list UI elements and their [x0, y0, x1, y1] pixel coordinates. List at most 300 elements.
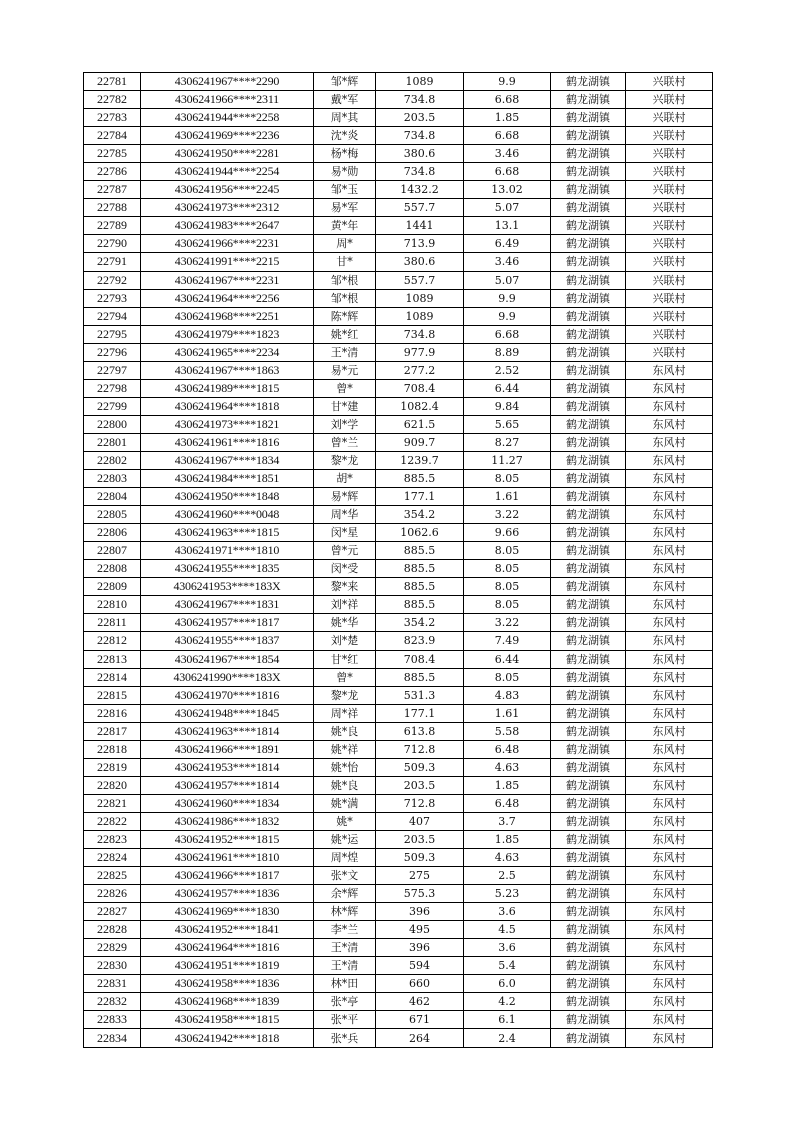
village-cell: 东风村	[626, 921, 713, 939]
table-row	[84, 271, 713, 289]
id-number-cell: 4306241968****2251	[141, 307, 314, 325]
table-row	[84, 433, 713, 451]
village-cell: 东风村	[626, 686, 713, 704]
town-cell: 鹤龙湖镇	[551, 235, 626, 253]
area-cell: 5.23	[464, 885, 551, 903]
village-cell: 东风村	[626, 560, 713, 578]
serial-number-cell: 22811	[84, 614, 141, 632]
serial-number-cell: 22781	[84, 73, 141, 91]
id-number-cell: 4306241967****1863	[141, 361, 314, 379]
amount-cell: 885.5	[376, 596, 464, 614]
id-number-cell: 4306241955****1835	[141, 560, 314, 578]
serial-number-cell: 22792	[84, 271, 141, 289]
village-cell: 兴联村	[626, 289, 713, 307]
id-number-cell: 4306241957****1817	[141, 614, 314, 632]
table-row	[84, 91, 713, 109]
serial-number-cell: 22803	[84, 470, 141, 488]
name-cell: 易*辉	[314, 488, 376, 506]
town-cell: 鹤龙湖镇	[551, 578, 626, 596]
id-number-cell: 4306241971****1810	[141, 542, 314, 560]
town-cell: 鹤龙湖镇	[551, 253, 626, 271]
id-number-cell: 4306241942****1818	[141, 1029, 314, 1047]
area-cell: 9.9	[464, 73, 551, 91]
table-row	[84, 722, 713, 740]
id-number-cell: 4306241973****1821	[141, 415, 314, 433]
area-cell: 6.0	[464, 975, 551, 993]
name-cell: 王*清	[314, 939, 376, 957]
amount-cell: 380.6	[376, 145, 464, 163]
village-cell: 兴联村	[626, 145, 713, 163]
amount-cell: 734.8	[376, 325, 464, 343]
name-cell: 林*田	[314, 975, 376, 993]
id-number-cell: 4306241990****183X	[141, 668, 314, 686]
table-row	[84, 740, 713, 758]
area-cell: 1.61	[464, 488, 551, 506]
village-cell: 东风村	[626, 542, 713, 560]
town-cell: 鹤龙湖镇	[551, 145, 626, 163]
serial-number-cell: 22786	[84, 163, 141, 181]
id-number-cell: 4306241967****2290	[141, 73, 314, 91]
area-cell: 1.85	[464, 830, 551, 848]
amount-cell: 613.8	[376, 722, 464, 740]
town-cell: 鹤龙湖镇	[551, 776, 626, 794]
name-cell: 姚*良	[314, 776, 376, 794]
amount-cell: 354.2	[376, 506, 464, 524]
serial-number-cell: 22784	[84, 127, 141, 145]
village-cell: 东风村	[626, 506, 713, 524]
amount-cell: 203.5	[376, 830, 464, 848]
town-cell: 鹤龙湖镇	[551, 433, 626, 451]
table-row	[84, 596, 713, 614]
table-row	[84, 830, 713, 848]
amount-cell: 885.5	[376, 542, 464, 560]
serial-number-cell: 22817	[84, 722, 141, 740]
table-row	[84, 488, 713, 506]
name-cell: 王*清	[314, 957, 376, 975]
village-cell: 兴联村	[626, 271, 713, 289]
town-cell: 鹤龙湖镇	[551, 632, 626, 650]
village-cell: 兴联村	[626, 325, 713, 343]
name-cell: 邹*辉	[314, 73, 376, 91]
town-cell: 鹤龙湖镇	[551, 307, 626, 325]
id-number-cell: 4306241964****2256	[141, 289, 314, 307]
village-cell: 东风村	[626, 885, 713, 903]
serial-number-cell: 22834	[84, 1029, 141, 1047]
town-cell: 鹤龙湖镇	[551, 289, 626, 307]
table-row	[84, 776, 713, 794]
table-row	[84, 235, 713, 253]
amount-cell: 885.5	[376, 560, 464, 578]
id-number-cell: 4306241950****2281	[141, 145, 314, 163]
table-row	[84, 794, 713, 812]
id-number-cell: 4306241953****1814	[141, 758, 314, 776]
name-cell: 黄*年	[314, 217, 376, 235]
id-number-cell: 4306241973****2312	[141, 199, 314, 217]
id-number-cell: 4306241944****2254	[141, 163, 314, 181]
area-cell: 8.05	[464, 578, 551, 596]
area-cell: 6.68	[464, 127, 551, 145]
village-cell: 东风村	[626, 614, 713, 632]
table-row	[84, 289, 713, 307]
serial-number-cell: 22791	[84, 253, 141, 271]
area-cell: 6.49	[464, 235, 551, 253]
name-cell: 李*兰	[314, 921, 376, 939]
serial-number-cell: 22816	[84, 704, 141, 722]
name-cell: 刘*祥	[314, 596, 376, 614]
id-number-cell: 4306241967****1831	[141, 596, 314, 614]
town-cell: 鹤龙湖镇	[551, 885, 626, 903]
id-number-cell: 4306241963****1814	[141, 722, 314, 740]
table-row	[84, 217, 713, 235]
area-cell: 6.44	[464, 379, 551, 397]
town-cell: 鹤龙湖镇	[551, 506, 626, 524]
serial-number-cell: 22788	[84, 199, 141, 217]
village-cell: 东风村	[626, 867, 713, 885]
serial-number-cell: 22824	[84, 849, 141, 867]
area-cell: 6.44	[464, 650, 551, 668]
town-cell: 鹤龙湖镇	[551, 73, 626, 91]
table-row	[84, 325, 713, 343]
area-cell: 9.9	[464, 307, 551, 325]
amount-cell: 462	[376, 993, 464, 1011]
town-cell: 鹤龙湖镇	[551, 704, 626, 722]
name-cell: 姚*怡	[314, 758, 376, 776]
area-cell: 8.05	[464, 668, 551, 686]
serial-number-cell: 22823	[84, 830, 141, 848]
area-cell: 2.5	[464, 867, 551, 885]
amount-cell: 712.8	[376, 740, 464, 758]
table-row	[84, 993, 713, 1011]
amount-cell: 885.5	[376, 578, 464, 596]
serial-number-cell: 22798	[84, 379, 141, 397]
table-row	[84, 758, 713, 776]
village-cell: 东风村	[626, 650, 713, 668]
amount-cell: 1432.2	[376, 181, 464, 199]
table-row	[84, 578, 713, 596]
town-cell: 鹤龙湖镇	[551, 524, 626, 542]
table-row	[84, 253, 713, 271]
serial-number-cell: 22826	[84, 885, 141, 903]
name-cell: 姚*华	[314, 614, 376, 632]
serial-number-cell: 22819	[84, 758, 141, 776]
area-cell: 3.22	[464, 506, 551, 524]
area-cell: 6.48	[464, 794, 551, 812]
table-row	[84, 704, 713, 722]
town-cell: 鹤龙湖镇	[551, 903, 626, 921]
table-row	[84, 975, 713, 993]
name-cell: 曾*元	[314, 542, 376, 560]
name-cell: 周*其	[314, 109, 376, 127]
id-number-cell: 4306241965****2234	[141, 343, 314, 361]
area-cell: 4.5	[464, 921, 551, 939]
amount-cell: 1441	[376, 217, 464, 235]
village-cell: 东风村	[626, 596, 713, 614]
town-cell: 鹤龙湖镇	[551, 758, 626, 776]
serial-number-cell: 22790	[84, 235, 141, 253]
serial-number-cell: 22813	[84, 650, 141, 668]
serial-number-cell: 22787	[84, 181, 141, 199]
town-cell: 鹤龙湖镇	[551, 1029, 626, 1047]
serial-number-cell: 22782	[84, 91, 141, 109]
id-number-cell: 4306241958****1815	[141, 1011, 314, 1029]
amount-cell: 712.8	[376, 794, 464, 812]
name-cell: 姚*	[314, 812, 376, 830]
id-number-cell: 4306241969****2236	[141, 127, 314, 145]
id-number-cell: 4306241952****1841	[141, 921, 314, 939]
name-cell: 邹*玉	[314, 181, 376, 199]
town-cell: 鹤龙湖镇	[551, 397, 626, 415]
amount-cell: 671	[376, 1011, 464, 1029]
table-row	[84, 361, 713, 379]
serial-number-cell: 22809	[84, 578, 141, 596]
village-cell: 东风村	[626, 415, 713, 433]
serial-number-cell: 22795	[84, 325, 141, 343]
serial-number-cell: 22799	[84, 397, 141, 415]
area-cell: 5.65	[464, 415, 551, 433]
name-cell: 周*	[314, 235, 376, 253]
serial-number-cell: 22822	[84, 812, 141, 830]
table-row	[84, 650, 713, 668]
village-cell: 兴联村	[626, 253, 713, 271]
name-cell: 陈*辉	[314, 307, 376, 325]
name-cell: 刘*学	[314, 415, 376, 433]
amount-cell: 1082.4	[376, 397, 464, 415]
name-cell: 张*亭	[314, 993, 376, 1011]
serial-number-cell: 22797	[84, 361, 141, 379]
area-cell: 2.52	[464, 361, 551, 379]
area-cell: 4.83	[464, 686, 551, 704]
name-cell: 闵*星	[314, 524, 376, 542]
village-cell: 东风村	[626, 433, 713, 451]
town-cell: 鹤龙湖镇	[551, 650, 626, 668]
town-cell: 鹤龙湖镇	[551, 812, 626, 830]
id-number-cell: 4306241968****1839	[141, 993, 314, 1011]
village-cell: 东风村	[626, 903, 713, 921]
amount-cell: 277.2	[376, 361, 464, 379]
village-cell: 东风村	[626, 939, 713, 957]
village-cell: 兴联村	[626, 181, 713, 199]
area-cell: 8.27	[464, 433, 551, 451]
village-cell: 东风村	[626, 993, 713, 1011]
amount-cell: 621.5	[376, 415, 464, 433]
village-cell: 东风村	[626, 451, 713, 469]
area-cell: 6.1	[464, 1011, 551, 1029]
area-cell: 1.61	[464, 704, 551, 722]
table-row	[84, 470, 713, 488]
town-cell: 鹤龙湖镇	[551, 361, 626, 379]
town-cell: 鹤龙湖镇	[551, 975, 626, 993]
amount-cell: 708.4	[376, 379, 464, 397]
name-cell: 张*平	[314, 1011, 376, 1029]
id-number-cell: 4306241951****1819	[141, 957, 314, 975]
village-cell: 东风村	[626, 830, 713, 848]
name-cell: 刘*楚	[314, 632, 376, 650]
serial-number-cell: 22794	[84, 307, 141, 325]
area-cell: 5.07	[464, 199, 551, 217]
table-row	[84, 903, 713, 921]
table-row	[84, 632, 713, 650]
data-table	[83, 72, 713, 1048]
area-cell: 6.48	[464, 740, 551, 758]
id-number-cell: 4306241984****1851	[141, 470, 314, 488]
id-number-cell: 4306241960****0048	[141, 506, 314, 524]
town-cell: 鹤龙湖镇	[551, 488, 626, 506]
table-row	[84, 379, 713, 397]
town-cell: 鹤龙湖镇	[551, 217, 626, 235]
town-cell: 鹤龙湖镇	[551, 163, 626, 181]
town-cell: 鹤龙湖镇	[551, 668, 626, 686]
table-row	[84, 145, 713, 163]
serial-number-cell: 22808	[84, 560, 141, 578]
town-cell: 鹤龙湖镇	[551, 993, 626, 1011]
name-cell: 胡*	[314, 470, 376, 488]
name-cell: 易*勋	[314, 163, 376, 181]
town-cell: 鹤龙湖镇	[551, 127, 626, 145]
amount-cell: 1089	[376, 289, 464, 307]
serial-number-cell: 22796	[84, 343, 141, 361]
town-cell: 鹤龙湖镇	[551, 451, 626, 469]
table-row	[84, 939, 713, 957]
serial-number-cell: 22793	[84, 289, 141, 307]
town-cell: 鹤龙湖镇	[551, 271, 626, 289]
area-cell: 5.58	[464, 722, 551, 740]
amount-cell: 354.2	[376, 614, 464, 632]
area-cell: 11.27	[464, 451, 551, 469]
id-number-cell: 4306241991****2215	[141, 253, 314, 271]
table-row	[84, 181, 713, 199]
serial-number-cell: 22783	[84, 109, 141, 127]
id-number-cell: 4306241957****1814	[141, 776, 314, 794]
id-number-cell: 4306241979****1823	[141, 325, 314, 343]
village-cell: 东风村	[626, 1011, 713, 1029]
town-cell: 鹤龙湖镇	[551, 542, 626, 560]
id-number-cell: 4306241956****2245	[141, 181, 314, 199]
name-cell: 姚*祥	[314, 740, 376, 758]
name-cell: 姚*满	[314, 794, 376, 812]
id-number-cell: 4306241986****1832	[141, 812, 314, 830]
name-cell: 易*元	[314, 361, 376, 379]
id-number-cell: 4306241967****1854	[141, 650, 314, 668]
id-number-cell: 4306241957****1836	[141, 885, 314, 903]
area-cell: 3.46	[464, 253, 551, 271]
village-cell: 东风村	[626, 740, 713, 758]
table-row	[84, 542, 713, 560]
id-number-cell: 4306241950****1848	[141, 488, 314, 506]
area-cell: 5.07	[464, 271, 551, 289]
amount-cell: 1089	[376, 73, 464, 91]
area-cell: 8.05	[464, 596, 551, 614]
id-number-cell: 4306241955****1837	[141, 632, 314, 650]
name-cell: 姚*良	[314, 722, 376, 740]
area-cell: 9.9	[464, 289, 551, 307]
serial-number-cell: 22832	[84, 993, 141, 1011]
table-body	[84, 73, 713, 1048]
village-cell: 东风村	[626, 632, 713, 650]
serial-number-cell: 22802	[84, 451, 141, 469]
serial-number-cell: 22800	[84, 415, 141, 433]
amount-cell: 264	[376, 1029, 464, 1047]
id-number-cell: 4306241966****1891	[141, 740, 314, 758]
village-cell: 兴联村	[626, 199, 713, 217]
village-cell: 东风村	[626, 379, 713, 397]
name-cell: 曾*兰	[314, 433, 376, 451]
table-row	[84, 127, 713, 145]
serial-number-cell: 22820	[84, 776, 141, 794]
name-cell: 沈*炎	[314, 127, 376, 145]
area-cell: 9.66	[464, 524, 551, 542]
name-cell: 黎*龙	[314, 686, 376, 704]
town-cell: 鹤龙湖镇	[551, 181, 626, 199]
amount-cell: 203.5	[376, 776, 464, 794]
town-cell: 鹤龙湖镇	[551, 867, 626, 885]
town-cell: 鹤龙湖镇	[551, 686, 626, 704]
amount-cell: 713.9	[376, 235, 464, 253]
village-cell: 东风村	[626, 470, 713, 488]
id-number-cell: 4306241970****1816	[141, 686, 314, 704]
serial-number-cell: 22805	[84, 506, 141, 524]
serial-number-cell: 22830	[84, 957, 141, 975]
id-number-cell: 4306241960****1834	[141, 794, 314, 812]
name-cell: 张*兵	[314, 1029, 376, 1047]
name-cell: 黎*来	[314, 578, 376, 596]
village-cell: 兴联村	[626, 127, 713, 145]
village-cell: 东风村	[626, 704, 713, 722]
amount-cell: 495	[376, 921, 464, 939]
amount-cell: 177.1	[376, 704, 464, 722]
amount-cell: 734.8	[376, 91, 464, 109]
amount-cell: 1239.7	[376, 451, 464, 469]
village-cell: 东风村	[626, 668, 713, 686]
area-cell: 13.02	[464, 181, 551, 199]
area-cell: 8.89	[464, 343, 551, 361]
town-cell: 鹤龙湖镇	[551, 109, 626, 127]
id-number-cell: 4306241958****1836	[141, 975, 314, 993]
name-cell: 黎*龙	[314, 451, 376, 469]
name-cell: 曾*	[314, 668, 376, 686]
id-number-cell: 4306241952****1815	[141, 830, 314, 848]
area-cell: 5.4	[464, 957, 551, 975]
serial-number-cell: 22827	[84, 903, 141, 921]
name-cell: 邹*根	[314, 289, 376, 307]
village-cell: 兴联村	[626, 217, 713, 235]
town-cell: 鹤龙湖镇	[551, 199, 626, 217]
serial-number-cell: 22833	[84, 1011, 141, 1029]
area-cell: 4.63	[464, 849, 551, 867]
serial-number-cell: 22804	[84, 488, 141, 506]
name-cell: 甘*红	[314, 650, 376, 668]
town-cell: 鹤龙湖镇	[551, 415, 626, 433]
amount-cell: 734.8	[376, 163, 464, 181]
town-cell: 鹤龙湖镇	[551, 849, 626, 867]
village-cell: 东风村	[626, 812, 713, 830]
amount-cell: 708.4	[376, 650, 464, 668]
amount-cell: 396	[376, 939, 464, 957]
table-row	[84, 1029, 713, 1047]
serial-number-cell: 22815	[84, 686, 141, 704]
town-cell: 鹤龙湖镇	[551, 1011, 626, 1029]
village-cell: 东风村	[626, 488, 713, 506]
village-cell: 兴联村	[626, 307, 713, 325]
id-number-cell: 4306241948****1845	[141, 704, 314, 722]
table-row	[84, 397, 713, 415]
town-cell: 鹤龙湖镇	[551, 470, 626, 488]
village-cell: 兴联村	[626, 343, 713, 361]
area-cell: 6.68	[464, 325, 551, 343]
village-cell: 东风村	[626, 849, 713, 867]
amount-cell: 575.3	[376, 885, 464, 903]
serial-number-cell: 22810	[84, 596, 141, 614]
table-row	[84, 686, 713, 704]
